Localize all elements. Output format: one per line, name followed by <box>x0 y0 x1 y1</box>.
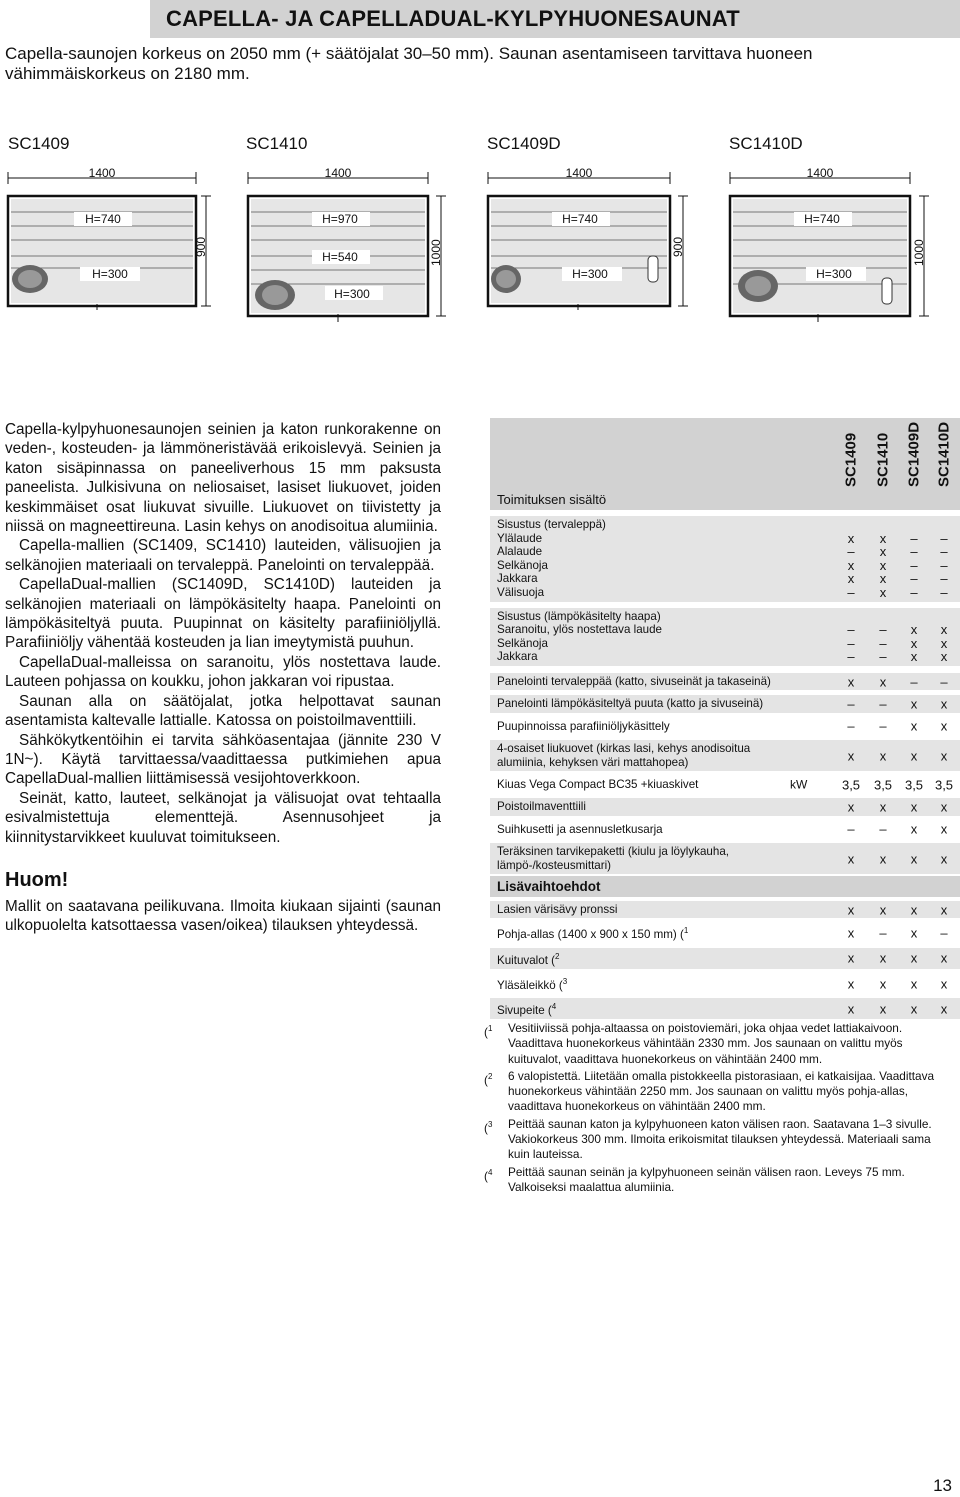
model-label-sc1409d: SC1409D <box>487 134 561 153</box>
row-value: – <box>847 718 855 734</box>
row-label: Suihkusetti ja asennusletkusarja <box>497 822 663 836</box>
row-label: Panelointi tervaleppää (katto, sivuseinät ja takaseinä) <box>497 674 771 688</box>
table-header <box>490 418 960 510</box>
row-value: x <box>910 925 918 941</box>
depth-label: 1000 <box>429 239 443 266</box>
row-value: x <box>879 571 887 587</box>
width-label: 1400 <box>324 166 352 180</box>
column-header: SC1409D <box>905 421 923 487</box>
row-label: Jakkara <box>497 650 538 664</box>
row-label: Poistoilmaventtiili <box>497 800 586 814</box>
row-value: – <box>940 557 948 573</box>
row-value: x <box>940 747 948 763</box>
diagram-sc1410d <box>730 166 929 322</box>
row-value: x <box>940 821 948 837</box>
row-value: – <box>879 622 887 638</box>
height-label: H=300 <box>334 287 370 301</box>
model-label-sc1409: SC1409 <box>8 134 70 153</box>
row-label: Lasien värisävy pronssi <box>497 903 618 916</box>
height-label: H=740 <box>562 212 598 226</box>
height-label: H=300 <box>816 267 852 281</box>
row-label: Selkänoja <box>497 558 548 572</box>
table-row <box>490 572 960 586</box>
row-value: x <box>940 718 948 734</box>
table-row <box>490 650 960 664</box>
row-value: – <box>879 696 887 712</box>
footnote: ($^3$ Peittää saunan katon ja kylpyhuoneen katon välisen raon. Saatavana 1–3 sivulle. Vakiokorkeus 300 mm. Ilmoita erikoismitat tilauksen yhteydessä. Materiaali sama kuin lauteissa. <box>484 1116 932 1162</box>
row-value: x <box>910 799 918 815</box>
body-paragraph: CapellaDual-malleissa on saranoitu, ylös nostettava laude. Lauteen pohjassa on koukku, johon jakkaran voi ripustaa. <box>5 653 441 691</box>
intro-text: Capella-saunojen korkeus on 2050 mm (+ säätöjalat 30–50 mm). Saunan asentamiseen tarvittava huoneen vähimmäiskorkeus on 2180 mm. <box>5 44 813 83</box>
footnote: ($^4$ Peittää saunan seinän ja kylpyhuoneen seinän välisen raon. Leveys 75 mm. Valkoiseksi maalattua alumiinia. <box>484 1164 905 1194</box>
row-label: Teräksinen tarvikepaketti (kiulu ja löylykauha, lämpö-/kosteusmittari) <box>497 845 729 872</box>
table-row <box>490 921 960 943</box>
row-value: x <box>847 850 855 866</box>
table-row <box>490 586 960 600</box>
row-value: x <box>879 850 887 866</box>
row-value: x <box>940 850 948 866</box>
row-value: – <box>879 821 887 837</box>
row-value: x <box>879 950 887 966</box>
row-value: 3,5 <box>873 776 893 792</box>
row-value: x <box>910 1001 918 1017</box>
row-value: x <box>910 649 918 665</box>
height-label: H=970 <box>322 212 358 226</box>
table-row <box>490 842 960 874</box>
row-value: – <box>879 925 887 941</box>
row-value: x <box>910 635 918 651</box>
table-group-haapa <box>490 608 960 666</box>
row-value: x <box>910 850 918 866</box>
page-number: 13 <box>933 1476 952 1495</box>
table-rows <box>490 672 960 874</box>
row-value: – <box>940 584 948 600</box>
model-label-sc1410: SC1410 <box>246 134 308 153</box>
table-header-label: Toimituksen sisältö <box>497 492 607 507</box>
table-row <box>490 637 960 651</box>
row-label: Panelointi lämpökäsiteltyä puuta (katto ja sivuseinä) <box>497 697 764 711</box>
row-value: x <box>879 544 887 560</box>
row-value: – <box>879 649 887 665</box>
row-label: Jakkara <box>497 572 538 586</box>
row-value: 3,5 <box>841 776 861 792</box>
height-label: H=540 <box>322 250 358 264</box>
row-value: – <box>940 925 948 941</box>
height-label: H=300 <box>572 267 608 281</box>
shower-icon <box>648 256 658 282</box>
footnote: ($^2$ 6 valopistettä. Liitetään omalla pistokkeella pistorasiaan, ei katkaisijaa. Vaadittava huonekorkeus vähintään 2250 mm. Jos saunaan on valittu myös pohja-allas, vaadittava huonekorkeus on vähintään 2400 mm. <box>484 1068 935 1114</box>
row-value: – <box>847 544 855 560</box>
description-text <box>5 420 441 936</box>
row-value: – <box>910 571 918 587</box>
table-row <box>490 947 960 969</box>
row-value: x <box>847 571 855 587</box>
row-value: – <box>940 673 948 689</box>
row-value: x <box>879 799 887 815</box>
width-label: 1400 <box>88 166 116 180</box>
row-value: – <box>910 673 918 689</box>
row-value: – <box>879 635 887 651</box>
row-value: x <box>847 975 855 991</box>
row-value: x <box>910 902 918 917</box>
table-row <box>490 717 960 735</box>
width-label: 1400 <box>806 166 834 180</box>
table-group-tervaleppa <box>490 516 960 602</box>
row-label: Alalaude <box>497 545 543 559</box>
row-value: x <box>910 622 918 638</box>
row-value: 3,5 <box>904 776 924 792</box>
row-label: Välisuoja <box>497 585 545 599</box>
body-paragraph: CapellaDual-mallien (SC1409D, SC1410D) lauteiden ja selkänojien materiaali on lämpökäsitelty haapa. Panelointi on lämpökäsiteltyä puuta. Puupinnat on käsitelty parafiiniöljyllä. Parafiiniöljy vähentää kosteuden ja lian imeytymistä puuhun. <box>5 576 441 652</box>
table-row <box>490 997 960 1019</box>
row-value: 3,5 <box>934 776 954 792</box>
row-value: – <box>910 584 918 600</box>
row-label: Kuituvalot ($^2$ <box>497 951 560 967</box>
table-row <box>490 559 960 573</box>
diagram-sc1409 <box>8 166 211 310</box>
group-title: Sisustus (lämpökäsitelty haapa) <box>497 609 661 623</box>
row-value: x <box>910 950 918 966</box>
row-value: x <box>940 799 948 815</box>
page-title: CAPELLA- JA CAPELLADUAL-KYLPYHUONESAUNAT <box>166 6 740 31</box>
row-value: – <box>847 635 855 651</box>
row-value: – <box>940 530 948 546</box>
height-label: H=740 <box>804 212 840 226</box>
row-value: x <box>940 1001 948 1017</box>
note-text: Mallit on saatavana peilikuvana. Ilmoita kiukaan sijainti (saunan ulkopuolelta katsottaessa vasen/oikea) tilauksen yhteydessä. <box>5 897 441 935</box>
table-row <box>490 775 960 793</box>
body-paragraph: Capella-mallien (SC1409, SC1410) lauteiden, välisuojien ja selkänojien materiaali on tervaleppä. Panelointi on tervaleppää. <box>5 537 441 574</box>
row-value: – <box>847 622 855 638</box>
row-label: Puupinnoissa parafiiniöljykäsittely <box>497 719 670 733</box>
row-value: – <box>847 696 855 712</box>
footnotes <box>484 1021 954 1197</box>
row-value: x <box>847 557 855 573</box>
table-row <box>490 972 960 994</box>
row-label: Pohja-allas (1400 x 900 x 150 mm) ($^1$ <box>497 926 689 942</box>
row-value: x <box>879 975 887 991</box>
body-paragraph: Sähkökytkentöihin ei tarvita sähköasentajaa (jännite 230 V 1N~). Käytä tarvittaessa/vaadittaessa putkimiehen apua CapellaDual-mallien liittämisessä vesijohtoverkkoon. <box>5 731 441 788</box>
row-value: x <box>847 925 855 941</box>
body-paragraph: Capella-kylpyhuonesaunojen seinien ja katon runkorakenne on veden-, kosteuden- ja lämmöneristävää erikoislevyä. Seinien ja katon sisäpinnassa on paneeliverhous 15 mm paksusta paneelista. Julkisivuna on neliosaiset, lasiset liukuovet, joiden keskimmäiset osat liukuvat sivuille. Liukuovet on tiivistetty ja niissä on magneettireuna. Lasin kehys on anodisoitua alumiinia. <box>5 421 441 536</box>
row-label: Sivupeite ($^4$ <box>497 1002 557 1018</box>
diagram-sc1410 <box>248 166 446 322</box>
sauna-diagrams <box>0 160 960 330</box>
row-value: – <box>847 649 855 665</box>
row-value: x <box>879 530 887 546</box>
footnote: ($^1$ Vesitiiviissä pohja-altaassa on poistoviemäri, joka ohjaa vedet lattiakaivoon. Vaadittava huonekorkeus vähintään 2330 mm. Jos saunaan on valittu myös kuituvalot, vaadittava huonekorkeus on vähintään 2400 mm. <box>484 1021 903 1066</box>
row-value: x <box>847 530 855 546</box>
row-value: x <box>940 696 948 712</box>
row-value: – <box>940 571 948 587</box>
row-value: x <box>910 696 918 712</box>
row-value: x <box>879 557 887 573</box>
row-value: – <box>879 718 887 734</box>
column-header: SC1409 <box>842 432 860 487</box>
height-label: H=300 <box>92 267 128 281</box>
note-heading: Huom! <box>5 868 69 891</box>
row-label: Kiuas Vega Compact BC35 +kiuaskivet <box>497 777 699 791</box>
row-value: x <box>910 747 918 763</box>
row-value: x <box>940 635 948 651</box>
column-header: SC1410D <box>935 421 953 487</box>
row-value: x <box>910 975 918 991</box>
table-row <box>490 900 960 918</box>
row-value: x <box>847 747 855 763</box>
depth-label: 1000 <box>912 239 926 266</box>
table-row <box>490 797 960 815</box>
row-label: Ylälaude <box>497 531 543 545</box>
model-label-sc1410d: SC1410D <box>729 134 803 153</box>
depth-label: 900 <box>671 236 685 257</box>
row-value: x <box>847 1001 855 1017</box>
row-label: Selkänoja <box>497 636 548 650</box>
row-label: 4-osaiset liukuovet (kirkas lasi, kehys anodisoitua alumiinia, kehyksen väri mattahopea) <box>497 742 751 769</box>
row-value: – <box>847 821 855 837</box>
row-value: x <box>879 673 887 689</box>
row-value: x <box>910 718 918 734</box>
diagram-sc1409d <box>488 166 688 310</box>
row-value: x <box>879 584 887 600</box>
row-value: x <box>879 747 887 763</box>
depth-label: 900 <box>194 236 208 257</box>
row-value: – <box>910 544 918 560</box>
table-row <box>490 532 960 546</box>
row-value: x <box>940 902 948 917</box>
column-header: SC1410 <box>874 432 892 487</box>
row-value: – <box>847 584 855 600</box>
unit-label: kW <box>790 776 808 791</box>
table-row <box>490 820 960 838</box>
row-value: x <box>910 821 918 837</box>
row-value: x <box>879 902 887 917</box>
shower-icon <box>882 278 892 304</box>
width-label: 1400 <box>565 166 593 180</box>
row-value: – <box>940 544 948 560</box>
row-value: x <box>940 950 948 966</box>
table-row <box>490 672 960 690</box>
row-value: x <box>847 950 855 966</box>
row-value: x <box>940 622 948 638</box>
delivery-table <box>490 418 960 1019</box>
extras-heading: Lisävaihtoehdot <box>490 876 960 897</box>
row-value: – <box>910 557 918 573</box>
row-label: Saranoitu, ylös nostettava laude <box>497 623 662 637</box>
body-paragraph: Saunan alla on säätöjalat, jotka helpottavat saunan asentamista kaltevalle lattialle. Katossa on poistoilmaventtiili. <box>5 692 441 730</box>
row-value: x <box>847 799 855 815</box>
table-row <box>490 739 960 771</box>
group-title: Sisustus (tervaleppä) <box>497 518 606 531</box>
extras-rows <box>490 900 960 1019</box>
table-row <box>490 694 960 712</box>
row-value: – <box>910 530 918 546</box>
height-label: H=740 <box>85 212 121 226</box>
row-value: x <box>847 902 855 917</box>
row-label: Yläsäleikkö ($^3$ <box>497 976 568 992</box>
row-value: x <box>879 1001 887 1017</box>
table-row <box>490 545 960 559</box>
row-value: x <box>940 975 948 991</box>
table-row <box>490 623 960 637</box>
row-value: x <box>940 649 948 665</box>
body-paragraph: Seinät, katto, lauteet, selkänojat ja välisuojat ovat tehtaalla esivalmistettuja elementtejä. Asennusohjeet ja kiinnitystarvikkeet kuuluvat toimitukseen. <box>5 789 441 846</box>
row-value: x <box>847 673 855 689</box>
